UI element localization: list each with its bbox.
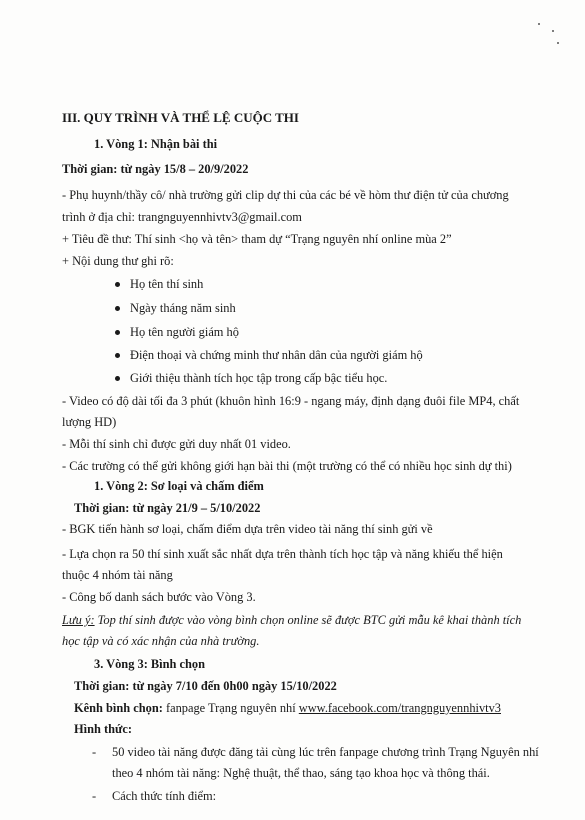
round1-one-video: - Mỗi thí sinh chỉ được gửi duy nhất 01 video. [62, 437, 291, 451]
round3-item2-line1: Cách thức tính điểm: [112, 789, 217, 803]
round2-announce: - Công bố danh sách bước vào Vòng 3. [62, 590, 256, 604]
list-item: Họ tên thí sinh [130, 277, 204, 291]
round3-time: Thời gian: từ ngày 7/10 đến 0h00 ngày 15/10/2022 [74, 679, 337, 693]
dash-bullet: - [92, 745, 97, 759]
scan-speck [557, 42, 559, 44]
scan-speck [552, 30, 554, 32]
round2-bgk: - BGK tiến hành sơ loại, chấm điểm dựa trên video tài năng thí sinh gửi về [62, 522, 433, 536]
round3-channel [74, 700, 501, 716]
round2-select-line1: - Lựa chọn ra 50 thí sinh xuất sắc nhất dựa trên thành tích học tập và năng khiếu thể hiện [62, 547, 503, 561]
dash-bullet: - [92, 789, 97, 803]
note-text: Top thí sinh được vào vòng bình chọn online sẽ được BTC gửi mẫu kê khai thành tích [94, 613, 522, 627]
channel-text: fanpage Trạng nguyên nhí [162, 701, 299, 715]
facebook-link[interactable]: www.facebook.com/trangnguyennhivtv3 [298, 701, 501, 715]
list-item: Họ tên người giám hộ [130, 325, 239, 339]
round2-heading: 1. Vòng 2: Sơ loại và chấm điểm [94, 479, 264, 493]
bullet-dot [115, 376, 120, 381]
bullet-dot [115, 353, 120, 358]
bullet-dot [115, 306, 120, 311]
round2-time: Thời gian: từ ngày 21/9 – 5/10/2022 [74, 501, 261, 515]
list-item: Giới thiệu thành tích học tập trong cấp bậc tiểu học. [130, 371, 388, 385]
channel-label: Kênh bình chọn: [74, 701, 163, 715]
round1-video-line1: - Video có độ dài tối đa 3 phút (khuôn hình 16:9 - ngang máy, định dạng đuôi file MP4, chất [62, 394, 520, 408]
round1-para-line1: - Phụ huynh/thầy cô/ nhà trường gửi clip dự thi của các bé về hòm thư điện tử của chương [62, 188, 509, 202]
round2-select-line2: thuộc 4 nhóm tài năng [62, 568, 173, 582]
round1-content-intro: + Nội dung thư ghi rõ: [62, 254, 174, 268]
round1-schools: - Các trường có thể gửi không giới hạn bài thi (một trường có thể có nhiều học sinh dự thi) [62, 459, 512, 473]
round1-para-line2: trình ở địa chỉ: trangnguyennhivtv3@gmail.com [62, 210, 302, 224]
round1-subject: + Tiêu đề thư: Thí sinh <họ và tên> tham dự “Trạng nguyên nhí online mùa 2” [62, 232, 452, 246]
bullet-dot [115, 282, 120, 287]
round3-format-label: Hình thức: [74, 722, 133, 736]
list-item: Ngày tháng năm sinh [130, 301, 236, 315]
round1-heading: 1. Vòng 1: Nhận bài thi [94, 137, 218, 151]
round3-heading: 3. Vòng 3: Bình chọn [94, 657, 205, 671]
round1-video-line2: lượng HD) [62, 415, 117, 429]
list-item: Điện thoại và chứng minh thư nhân dân của người giám hộ [130, 348, 423, 362]
scan-speck [538, 23, 540, 25]
round2-note-line2: học tập và có xác nhận của nhà trường. [62, 634, 260, 648]
round3-item1-line1: 50 video tài năng được đăng tải cùng lúc trên fanpage chương trình Trạng Nguyên nhí [112, 745, 539, 759]
round3-item1-line2: theo 4 nhóm tài năng: Nghệ thuật, thể thao, sáng tạo khoa học và thông thái. [112, 766, 490, 780]
round2-note-line1 [62, 612, 521, 628]
section-title: III. QUY TRÌNH VÀ THỂ LỆ CUỘC THI [62, 110, 299, 125]
note-label: Lưu ý: [62, 613, 95, 627]
round1-time: Thời gian: từ ngày 15/8 – 20/9/2022 [62, 162, 249, 176]
bullet-dot [115, 330, 120, 335]
